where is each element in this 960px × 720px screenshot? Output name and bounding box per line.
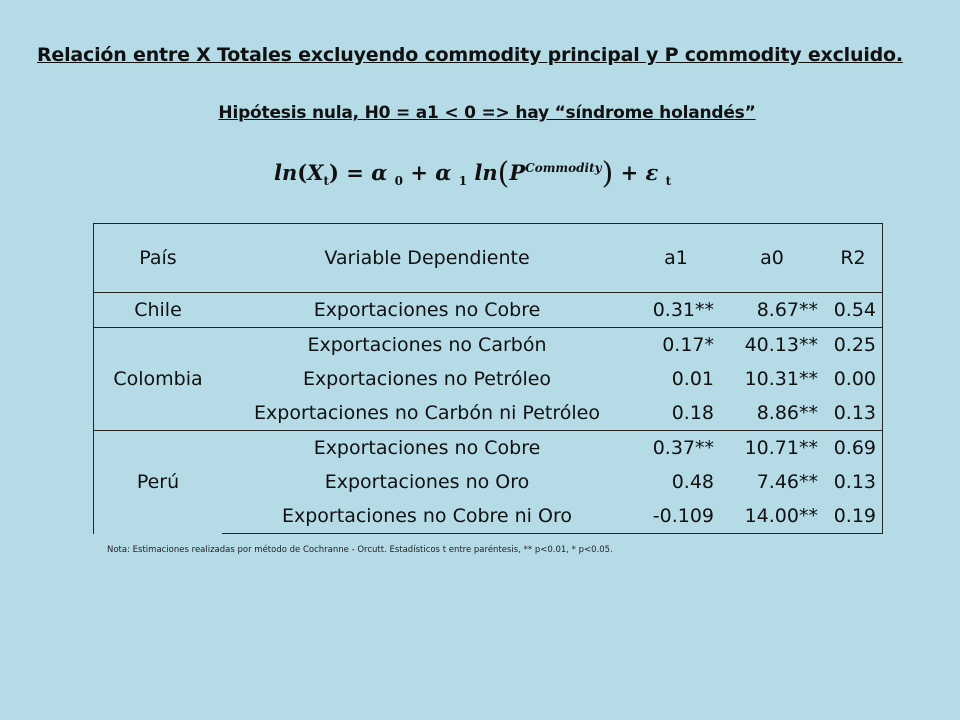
eq-equals: = xyxy=(338,160,372,185)
table-row xyxy=(94,328,883,363)
a0-cell: 14.00** xyxy=(720,499,824,534)
a0-cell: 10.71** xyxy=(720,431,824,466)
a0-cell: 8.67** xyxy=(720,293,824,328)
eq-epsilon: ε xyxy=(645,160,659,185)
variable-cell: Exportaciones no Cobre xyxy=(222,431,632,466)
variable-cell: Exportaciones no Cobre xyxy=(222,293,632,328)
a1-cell: 0.18 xyxy=(671,402,714,424)
r2-cell: 0.00 xyxy=(824,362,883,396)
eq-rhs-fn: ln xyxy=(474,160,498,185)
eq-alpha1-sub: 1 xyxy=(458,174,468,189)
a0-cell: 40.13** xyxy=(720,328,824,363)
eq-eps-sub: t xyxy=(665,174,672,189)
a1-cell: -0.109 xyxy=(632,499,720,534)
header-variable: Variable Dependiente xyxy=(222,224,632,293)
variable-cell: Exportaciones no Cobre ni Oro xyxy=(222,499,632,534)
table-row xyxy=(94,431,883,466)
a1-cell: 0.01 xyxy=(671,368,714,390)
r2-cell: 0.54 xyxy=(824,293,883,328)
results-table xyxy=(93,223,883,534)
r2-cell: 0.69 xyxy=(824,431,883,466)
eq-alpha0: α xyxy=(371,160,388,185)
regression-equation: $\ln(X_t) = \alpha$ $_0$ + α $_1$ $\ln(P^{Commodity}) + \varepsilon$ $_t$ xyxy=(274,156,672,191)
table-row xyxy=(94,293,883,328)
a0-cell: 7.46** xyxy=(756,471,818,493)
eq-lhs-sub: t xyxy=(323,174,330,189)
eq-lhs-var: X xyxy=(307,160,324,185)
country-cell: Colombia xyxy=(94,328,223,431)
variable-cell: Exportaciones no Carbón xyxy=(222,328,632,363)
a1-cell: 0.31** xyxy=(632,293,720,328)
r2-cell: 0.13 xyxy=(824,465,883,499)
eq-lhs-fn: ln xyxy=(274,160,298,185)
a0-cell: 10.31** xyxy=(744,368,818,390)
a1-cell: 0.48 xyxy=(671,471,714,493)
a0-cell: 8.86** xyxy=(756,402,818,424)
variable-cell: Exportaciones no Carbón ni Petróleo xyxy=(254,402,600,424)
r2-cell: 0.13 xyxy=(824,396,883,431)
header-country: País xyxy=(94,224,223,293)
eq-alpha1: α xyxy=(435,160,452,185)
eq-rhs-var: P xyxy=(509,160,526,185)
eq-rhs-sup: Commodity xyxy=(525,161,602,175)
header-a1: a1 xyxy=(632,224,720,293)
a1-cell: 0.37** xyxy=(632,431,720,466)
variable-cell: Exportaciones no Petróleo xyxy=(302,368,552,390)
r2-cell: 0.19 xyxy=(824,499,883,534)
country-cell: Perú xyxy=(94,431,223,534)
a1-cell: 0.17* xyxy=(632,328,720,363)
slide-title: Relación entre X Totales excluyendo commodity principal y P commodity excluido. xyxy=(37,44,903,66)
country-cell: Chile xyxy=(94,293,223,328)
eq-plus: + xyxy=(403,160,436,185)
r2-cell: 0.25 xyxy=(824,328,883,363)
header-a0: a0 xyxy=(720,224,824,293)
header-r2: R2 xyxy=(824,224,883,293)
slide-subtitle: Hipótesis nula, H0 = a1 < 0 => hay “síndrome holandés” xyxy=(218,103,756,123)
variable-cell: Exportaciones no Oro xyxy=(324,471,530,493)
table-header-row xyxy=(94,224,883,293)
table-note: Nota: Estimaciones realizadas por método de Cochranne - Orcutt. Estadísticos t entre paréntesis, ** p<0.01, * p<0.05. xyxy=(107,545,613,555)
eq-alpha0-sub: 0 xyxy=(394,174,404,189)
